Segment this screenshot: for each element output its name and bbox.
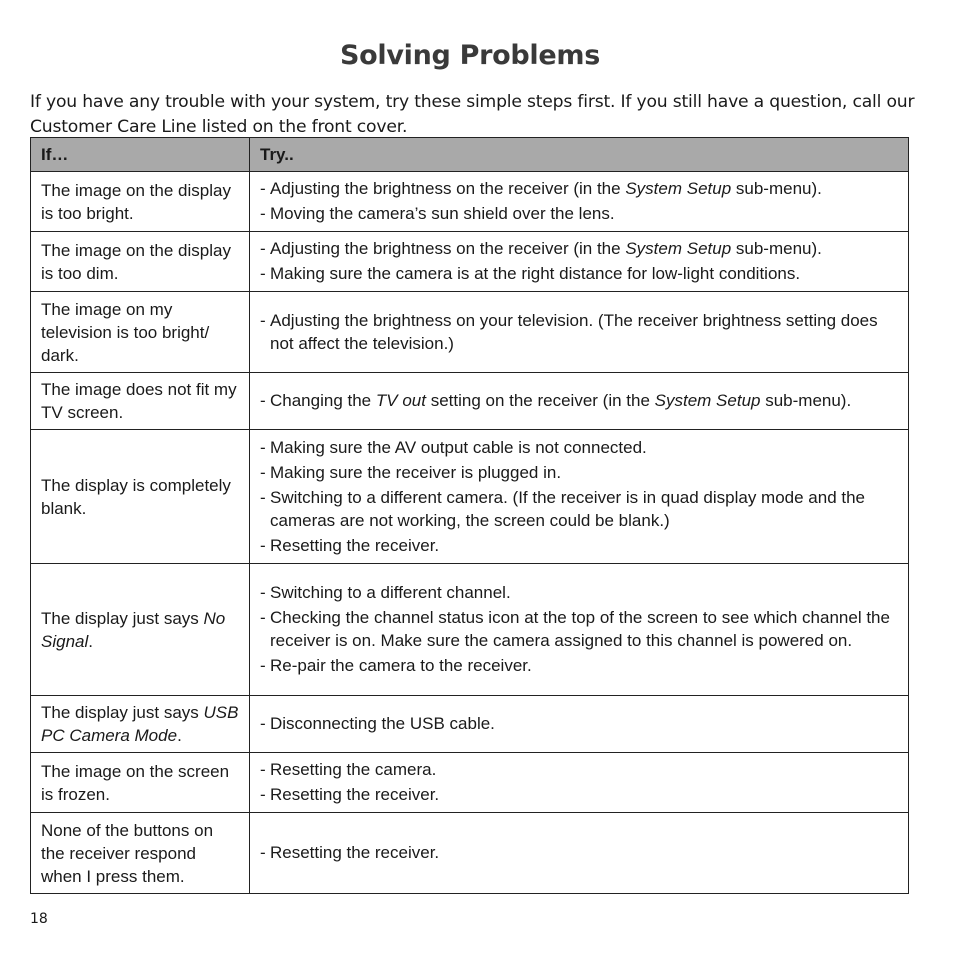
dash-bullet: - — [260, 843, 266, 862]
solution-text — [270, 581, 900, 604]
intro-paragraph: If you have any trouble with your system, try these simple steps first. If you still have a question, call our Customer Care Line listed on the front cover. — [30, 92, 915, 138]
emphasis-text: System Setup — [625, 239, 732, 258]
solution-item — [260, 712, 900, 735]
solution-item — [260, 758, 900, 781]
dash-bullet: - — [260, 437, 266, 457]
table-row — [31, 696, 909, 753]
header-try: Try.. — [250, 138, 909, 172]
dash-bullet: - — [260, 535, 266, 555]
table-row — [31, 564, 909, 696]
problem-cell — [31, 292, 250, 373]
text-segment: Making sure the receiver is plugged in. — [270, 462, 562, 482]
dash-bullet: - — [260, 760, 266, 779]
solution-text — [270, 237, 900, 260]
solution-text — [270, 177, 900, 200]
solution-cell — [250, 430, 909, 564]
solution-item — [260, 783, 900, 806]
solution-text — [270, 202, 900, 225]
problem-cell — [31, 172, 250, 232]
table-row — [31, 172, 909, 232]
solution-item — [260, 262, 900, 285]
solution-text — [270, 841, 900, 864]
text-segment: Moving the camera’s sun shield over the lens. — [270, 204, 615, 223]
table-row — [31, 813, 909, 894]
solution-text — [270, 262, 900, 285]
text-segment: Switching to a different channel. — [270, 583, 511, 602]
text-segment: The image does not fit my TV screen. — [41, 380, 237, 422]
solution-text — [270, 389, 900, 412]
solution-cell — [250, 696, 909, 753]
solution-text — [270, 783, 900, 806]
solution-text — [270, 486, 900, 532]
emphasis-text: USB PC Camera Mode — [41, 703, 239, 745]
text-segment: The display just says — [41, 608, 204, 628]
text-segment: Re-pair the camera to the receiver. — [270, 656, 532, 675]
dash-bullet: - — [260, 391, 266, 410]
text-segment: None of the buttons on the receiver respond when I press them. — [41, 820, 214, 886]
solution-text — [270, 436, 900, 459]
solution-item — [260, 534, 900, 557]
solution-item — [260, 841, 900, 864]
text-segment: Checking the channel status icon at the top of the screen to see which channel the receiver is on. Make sure the camera assigned to this channel is powered on. — [270, 608, 890, 650]
text-segment: Changing the — [270, 391, 376, 410]
solution-item — [260, 486, 900, 532]
solution-cell — [250, 813, 909, 894]
text-segment: Adjusting the brightness on your television. (The receiver brightness setting does not affect the television.) — [270, 310, 878, 353]
table-row — [31, 430, 909, 564]
solution-text — [270, 309, 900, 355]
solution-item — [260, 202, 900, 225]
dash-bullet: - — [260, 487, 266, 507]
solution-cell — [250, 292, 909, 373]
text-segment: Adjusting the brightness on the receiver (in the — [270, 239, 626, 258]
dash-bullet: - — [260, 179, 266, 198]
page-title: Solving Problems — [339, 40, 600, 72]
text-segment: The image on the display is too dim. — [41, 240, 231, 283]
dash-bullet: - — [260, 462, 266, 482]
text-segment: sub-menu). — [731, 179, 822, 198]
dash-bullet: - — [260, 264, 266, 283]
dash-bullet: - — [260, 239, 266, 258]
text-segment: Resetting the receiver. — [270, 535, 440, 555]
text-segment: Making sure the camera is at the right distance for low-light conditions. — [270, 264, 801, 283]
solution-cell — [250, 232, 909, 292]
troubleshooting-table — [30, 137, 909, 894]
emphasis-text: TV out — [375, 391, 426, 410]
table-row — [31, 753, 909, 813]
text-segment: Making sure the AV output cable is not connected. — [270, 437, 647, 457]
solution-text — [270, 712, 900, 735]
table-body — [31, 172, 909, 894]
header-if: If… — [31, 138, 250, 172]
text-segment: . — [177, 726, 182, 745]
page-number: 18 — [30, 911, 48, 927]
solution-text — [270, 758, 900, 781]
solution-item — [260, 177, 900, 200]
text-segment: The image on the display is too bright. — [41, 180, 231, 223]
solution-text — [270, 606, 900, 652]
solution-item — [260, 309, 900, 355]
solution-text — [270, 654, 900, 677]
text-segment: Disconnecting the USB cable. — [270, 714, 495, 733]
dash-bullet: - — [260, 310, 266, 330]
text-segment: sub-menu). — [760, 391, 852, 410]
solution-text — [270, 534, 900, 557]
text-segment: setting on the receiver (in the — [425, 391, 655, 410]
table-row — [31, 292, 909, 373]
text-segment: The display is completely blank. — [41, 475, 231, 518]
solution-cell — [250, 564, 909, 696]
dash-bullet: - — [260, 204, 266, 223]
solution-cell — [250, 753, 909, 813]
text-segment: Adjusting the brightness on the receiver (in the — [270, 179, 626, 198]
solution-item — [260, 654, 900, 677]
text-segment: The image on the screen is frozen. — [41, 761, 230, 804]
solution-item — [260, 461, 900, 484]
text-segment: Resetting the camera. — [270, 760, 437, 779]
table-header-row — [31, 138, 909, 172]
emphasis-text: System Setup — [654, 391, 761, 410]
solution-item — [260, 436, 900, 459]
solution-cell — [250, 373, 909, 430]
dash-bullet: - — [260, 785, 266, 804]
solution-cell — [250, 172, 909, 232]
solution-item — [260, 606, 900, 652]
solution-item — [260, 581, 900, 604]
table-row — [31, 373, 909, 430]
solution-item — [260, 389, 900, 412]
solution-item — [260, 237, 900, 260]
problem-cell — [31, 430, 250, 564]
problem-cell — [31, 373, 250, 430]
problem-cell — [31, 813, 250, 894]
dash-bullet: - — [260, 583, 266, 602]
text-segment: Switching to a different camera. (If the receiver is in quad display mode and the cameras are not working, the screen could be blank.) — [270, 487, 866, 530]
problem-cell — [31, 696, 250, 753]
dash-bullet: - — [260, 714, 266, 733]
text-segment: Resetting the receiver. — [270, 843, 440, 862]
dash-bullet: - — [260, 656, 266, 675]
dash-bullet: - — [260, 608, 266, 627]
solution-text — [270, 461, 900, 484]
table-row — [31, 232, 909, 292]
problem-cell — [31, 753, 250, 813]
text-segment: The display just says — [41, 703, 204, 722]
text-segment: Resetting the receiver. — [270, 785, 440, 804]
emphasis-text: System Setup — [625, 179, 732, 198]
problem-cell — [31, 232, 250, 292]
emphasis-text: No Signal — [41, 608, 226, 651]
text-segment: sub-menu). — [731, 239, 822, 258]
text-segment: . — [88, 631, 93, 651]
text-segment: The image on my television is too bright/ dark. — [41, 299, 210, 365]
problem-cell — [31, 564, 250, 696]
